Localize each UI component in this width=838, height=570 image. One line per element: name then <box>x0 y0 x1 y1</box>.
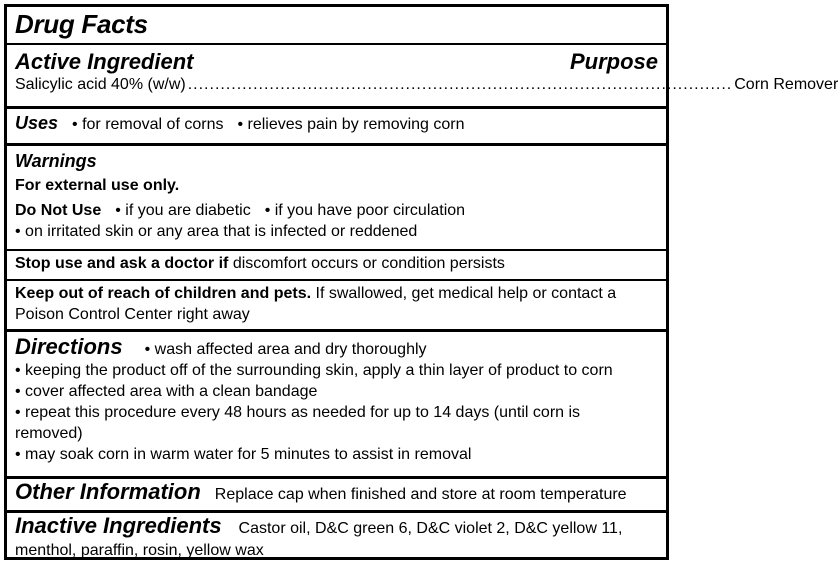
active-ingredient-section <box>7 47 838 95</box>
inactive-ingredients-heading: Inactive Ingredients <box>15 513 222 538</box>
other-information-heading: Other Information <box>15 479 201 504</box>
uses-section <box>7 113 666 135</box>
warnings-heading: Warnings <box>15 151 97 171</box>
ingredient-purpose: Corn Remover <box>734 76 838 93</box>
do-not-use-label: Do Not Use <box>15 202 102 219</box>
directions-item: • may soak corn in warm water for 5 minutes to assist in removal <box>15 444 658 465</box>
uses-item: • for removal of corns <box>72 114 223 135</box>
ingredient-name: Salicylic acid 40% (w/w) <box>15 76 186 93</box>
do-not-use-item: • on irritated skin or any area that is infected or reddened <box>15 221 658 242</box>
other-information-text: Replace cap when finished and store at room temperature <box>214 486 627 503</box>
uses-item: • relieves pain by removing corn <box>237 114 464 135</box>
divider <box>7 279 666 281</box>
dot-leader: .................................................................................................... <box>187 76 733 93</box>
divider <box>7 43 666 45</box>
purpose-heading: Purpose <box>569 49 658 74</box>
keep-out-text: If swallowed, get medical help or contact a Poison Control Center right away <box>15 285 617 323</box>
directions-section <box>7 334 666 465</box>
drug-facts-panel <box>4 4 838 560</box>
inactive-ingredients-section <box>7 513 666 562</box>
do-not-use-item: • if you have poor circulation <box>265 200 465 221</box>
directions-item: • keeping the product off of the surrounding skin, apply a thin layer of product to corn <box>15 360 658 381</box>
external-use-warning: For external use only. <box>15 177 180 194</box>
directions-item: • wash affected area and dry thoroughly <box>145 339 427 360</box>
do-not-use-item: • if you are diabetic <box>115 200 250 221</box>
directions-item: • cover affected area with a clean bandage <box>15 381 658 402</box>
warnings-section <box>7 149 666 242</box>
divider <box>7 329 666 332</box>
other-information-section <box>7 479 666 505</box>
active-ingredient-heading: Active Ingredient <box>15 49 194 74</box>
directions-heading: Directions <box>15 334 123 359</box>
divider <box>7 106 666 109</box>
keep-out-label: Keep out of reach of children and pets. <box>15 285 312 302</box>
divider <box>7 249 666 251</box>
inactive-ingredients-text: Castor oil, D&C green 6, D&C violet 2, D&C yellow 11, menthol, paraffin, rosin, yellow wax <box>15 520 623 559</box>
stop-use-text: discomfort occurs or condition persists <box>232 255 505 272</box>
stop-use-section <box>7 253 666 274</box>
stop-use-label: Stop use and ask a doctor if <box>15 255 229 272</box>
keep-out-section <box>7 283 666 325</box>
panel-title: Drug Facts <box>15 9 148 39</box>
title-section <box>7 9 666 39</box>
directions-item: • repeat this procedure every 48 hours as needed for up to 14 days (until corn is removed) <box>15 402 658 444</box>
divider <box>7 143 666 146</box>
uses-heading: Uses <box>15 113 59 133</box>
